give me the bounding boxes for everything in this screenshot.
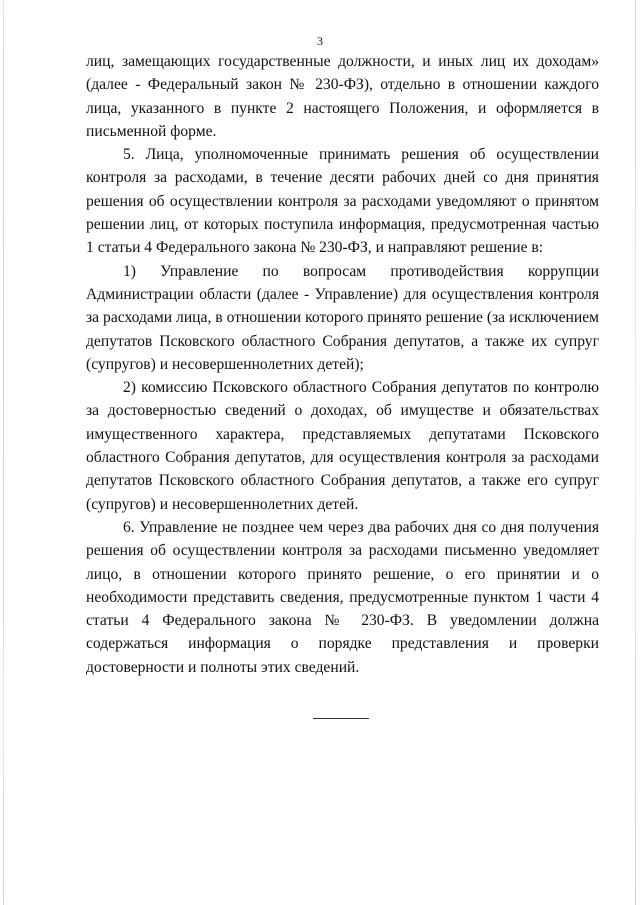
scan-edge-left [3, 0, 4, 905]
scan-edge-right [635, 0, 636, 905]
end-separator-line [313, 718, 369, 719]
document-body [86, 50, 599, 679]
paragraph-item-5: 5. Лица, уполномоченные принимать решения об осуществлении контроля за расходами, в течение десяти рабочих дней со дня принятия решения об осуществлении контроля за расходами уведомляют о принятом решении лиц, от которых поступила информация, предусмотренная частью 1 статьи 4 Федерального закона № 230-ФЗ, и направляют решение в: [86, 146, 599, 257]
paragraph-subitem-2: 2) комиссию Псковского областного Собрания депутатов по контролю за достоверностью сведений о доходах, об имуществе и обязательствах имущественного характера, представляемых депутатами Псковского областного Собрания депутатов, для осуществления контроля за расходами депутатов Псковского областного Собрания депутатов, а также его супруг (супругов) и несовершеннолетних детей. [86, 379, 599, 513]
paragraph-subitem-1: 1) Управление по вопросам противодействия коррупции Администрации области (далее - Управление) для осуществления контроля за расходами лица, в отношении которого принято решение (за исключением депутатов Псковского областного Собрания депутатов, а также их супруг (супругов) и несовершеннолетних детей); [86, 262, 599, 373]
page-number: 3 [317, 34, 323, 48]
paragraph-item-6: 6. Управление не позднее чем через два рабочих дня со дня получения решения об осуществлении контроля за расходами письменно уведомляет лицо, в отношении которого принято решение, о его принятии и о необходимости представить сведения, предусмотренные пунктом 1 части 4 статьи 4 Федерального закона № 230-ФЗ. В уведомлении должна содержаться информация о порядке представления и проверки достоверности и полноты этих сведений. [86, 518, 599, 676]
paragraph-continuation: лиц, замещающих государственные должности, и иных лиц их доходам» (далее - Федеральный закон № 230-ФЗ), отдельно в отношении каждого лица, указанного в пункте 2 настоящего Положения, и оформляется в письменной форме. [86, 53, 599, 140]
